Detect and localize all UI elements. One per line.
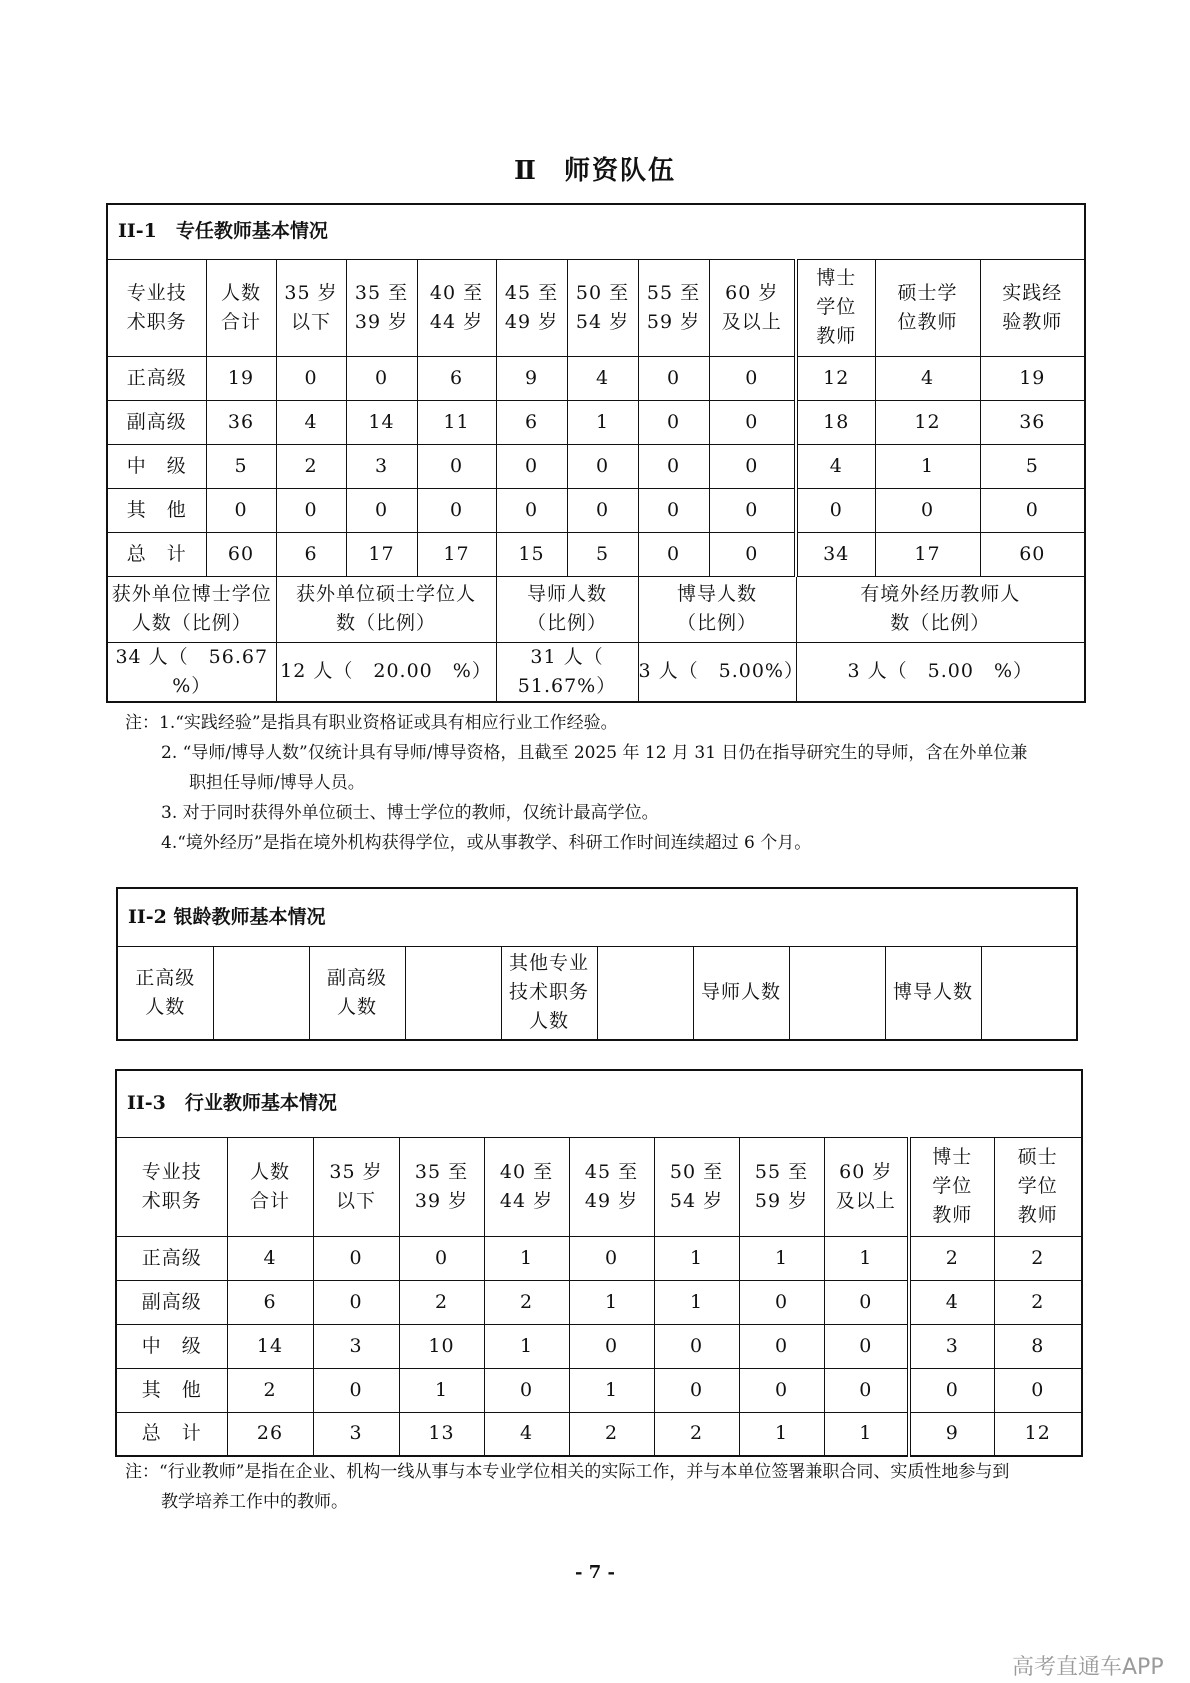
- table-cell: 12: [994, 1412, 1082, 1456]
- table-cell: 0: [654, 1368, 739, 1412]
- row-header: 副高级: [116, 1280, 227, 1324]
- table-cell: 1: [739, 1412, 824, 1456]
- column-header: [484, 1137, 569, 1236]
- table-cell: 0: [567, 444, 638, 488]
- table-cell: 0: [824, 1368, 909, 1412]
- table-cell: 18: [796, 400, 875, 444]
- table-cell: 26: [227, 1412, 313, 1456]
- table-cell: 1: [875, 444, 980, 488]
- cell-text: 术职务: [126, 310, 187, 333]
- table-cell: 0: [638, 356, 709, 400]
- table-cell: 0: [739, 1324, 824, 1368]
- cell-text: 人数: [145, 995, 186, 1018]
- cell-text: 学位: [1017, 1175, 1058, 1197]
- table-cell: 2: [654, 1412, 739, 1456]
- cell-text: 35 至: [414, 1160, 469, 1183]
- cell-text: 数（比例）: [890, 612, 991, 634]
- column-header: [417, 259, 496, 356]
- column-header: [980, 259, 1085, 356]
- column-header: [313, 1137, 399, 1236]
- table-cell: 14: [227, 1324, 313, 1368]
- table-cell: 6: [417, 356, 496, 400]
- column-header: [567, 259, 638, 356]
- cell-text: 39 岁: [414, 1189, 469, 1212]
- cell-text: 59 岁: [646, 310, 701, 333]
- table-cell: 0: [824, 1280, 909, 1324]
- table-cell: 5: [567, 532, 638, 576]
- cell-text: 及以上: [835, 1189, 896, 1212]
- table-row: [107, 356, 1085, 400]
- cell-text: 35 岁: [284, 281, 338, 304]
- table-row: [116, 1280, 1082, 1324]
- note-line: 4.“境外经历”是指在境外机构获得学位，或从事教学、科研工作时间连续超过 6 个月。: [161, 833, 812, 853]
- column-header: [206, 259, 276, 356]
- cell-text: （比例）: [526, 612, 607, 634]
- cell-text: 博士: [816, 267, 857, 289]
- field-label: [693, 946, 789, 1040]
- cell-text: 人数（比例）: [131, 612, 252, 634]
- cell-text: 40 至: [499, 1160, 554, 1183]
- table-cell: 0: [654, 1324, 739, 1368]
- table-cell: 0: [313, 1368, 399, 1412]
- table-cell: 9: [909, 1412, 994, 1456]
- note-line: 职担任导师/博导人员。: [189, 773, 365, 793]
- table-cell: 1: [399, 1368, 484, 1412]
- cell-text: 博导人数: [892, 981, 973, 1004]
- cell-text: 有境外经历教师人: [860, 583, 1021, 605]
- cell-text: 44 岁: [429, 310, 484, 333]
- table-cell: 1: [654, 1280, 739, 1324]
- table-cell: 14: [346, 400, 417, 444]
- cell-text: 教师: [932, 1204, 973, 1226]
- column-header: [909, 1137, 994, 1236]
- table-cell: 0: [796, 488, 875, 532]
- column-header: [107, 259, 206, 356]
- table-cell: 2: [399, 1280, 484, 1324]
- table-cell: 3: [909, 1324, 994, 1368]
- table-cell: 0: [980, 488, 1085, 532]
- cell-text: 获外单位博士学位: [111, 583, 272, 605]
- column-header: [276, 259, 346, 356]
- table-cell: 6: [496, 400, 567, 444]
- table-cell: 1: [484, 1324, 569, 1368]
- cell-text: 以下: [290, 310, 331, 333]
- table-cell: 2: [994, 1280, 1082, 1324]
- table-cell: 17: [346, 532, 417, 576]
- cell-text: 学位: [932, 1175, 973, 1197]
- table-cell: 36: [206, 400, 276, 444]
- field-label: [309, 946, 405, 1040]
- notes-table-1: [125, 708, 1085, 858]
- cell-text: 技术职务: [508, 981, 589, 1004]
- row-header: 其 他: [107, 488, 206, 532]
- table-cell: 0: [739, 1280, 824, 1324]
- field-value: [597, 946, 693, 1040]
- row-header: 总 计: [116, 1412, 227, 1456]
- field-value: [981, 946, 1077, 1040]
- ratio-header: [796, 576, 1085, 642]
- page-title: [0, 150, 1190, 187]
- column-header: [399, 1137, 484, 1236]
- note-line: 注：1.“实践经验”是指具有职业资格证或具有相应行业工作经验。: [125, 713, 618, 733]
- table-cell: 60: [980, 532, 1085, 576]
- watermark: 高考直通车APP: [1012, 1655, 1164, 1680]
- field-value: [789, 946, 885, 1040]
- table-cell: 0: [417, 444, 496, 488]
- cell-text: 博士: [932, 1146, 973, 1168]
- cell-text: 39 岁: [354, 310, 409, 333]
- field-value: [405, 946, 501, 1040]
- table-cell: 1: [569, 1280, 654, 1324]
- table-cell: 3: [313, 1412, 399, 1456]
- cell-text: 55 至: [646, 281, 701, 304]
- table-cell: 4: [796, 444, 875, 488]
- table-cell: 4: [276, 400, 346, 444]
- column-header: [994, 1137, 1082, 1236]
- table-cell: 2: [994, 1236, 1082, 1280]
- column-header: [116, 1137, 227, 1236]
- table-row: [116, 1236, 1082, 1280]
- table-cell: 3: [346, 444, 417, 488]
- table-cell: 10: [399, 1324, 484, 1368]
- cell-text: 35 岁: [329, 1160, 383, 1183]
- table-cell: 11: [417, 400, 496, 444]
- table-cell: 2: [909, 1236, 994, 1280]
- ratio-value: 31 人（ 51.67%）: [496, 642, 638, 702]
- ratio-header: [107, 576, 276, 642]
- column-header: [796, 259, 875, 356]
- table-cell: 0: [875, 488, 980, 532]
- column-header: [824, 1137, 909, 1236]
- table-cell: 6: [227, 1280, 313, 1324]
- table-caption: II-3 行业教师基本情况: [116, 1070, 1082, 1137]
- cell-text: 数（比例）: [335, 612, 436, 634]
- table-cell: 3: [313, 1324, 399, 1368]
- cell-text: 45 至: [584, 1160, 639, 1183]
- ratio-header: [496, 576, 638, 642]
- ratio-header: [638, 576, 796, 642]
- cell-text: 54 岁: [669, 1189, 724, 1212]
- table-cell: 2: [484, 1280, 569, 1324]
- table-cell: 1: [654, 1236, 739, 1280]
- cell-text: 合计: [220, 310, 261, 333]
- cell-text: 实践经: [1002, 281, 1063, 304]
- cell-text: 获外单位硕士学位人: [295, 583, 476, 605]
- column-header: [569, 1137, 654, 1236]
- table-cell: 0: [638, 532, 709, 576]
- table-cell: 0: [739, 1368, 824, 1412]
- table-cell: 0: [206, 488, 276, 532]
- table-cell: 4: [567, 356, 638, 400]
- column-header: [227, 1137, 313, 1236]
- column-header: [739, 1137, 824, 1236]
- row-header: 中 级: [107, 444, 206, 488]
- cell-text: 其他专业: [508, 952, 589, 975]
- table-cell: 6: [276, 532, 346, 576]
- table-row: [107, 532, 1085, 576]
- field-label: [885, 946, 981, 1040]
- table-cell: 17: [875, 532, 980, 576]
- table-cell: 0: [709, 532, 796, 576]
- column-header: [875, 259, 980, 356]
- table-caption: II-2 银龄教师基本情况: [117, 888, 1077, 946]
- cell-text: 44 岁: [499, 1189, 554, 1212]
- table-cell: 12: [875, 400, 980, 444]
- cell-text: 硕士学: [897, 281, 958, 304]
- table-cell: 4: [484, 1412, 569, 1456]
- cell-text: 50 至: [669, 1160, 724, 1183]
- field-label: [501, 946, 597, 1040]
- cell-text: 人数: [220, 281, 261, 304]
- table-row: [116, 1412, 1082, 1456]
- table-row: [107, 444, 1085, 488]
- table-cell: 0: [567, 488, 638, 532]
- table-cell: 0: [709, 356, 796, 400]
- column-header: [654, 1137, 739, 1236]
- cell-text: 专业技: [126, 281, 187, 304]
- table-cell: 1: [824, 1236, 909, 1280]
- table-cell: 0: [709, 488, 796, 532]
- field-label: [117, 946, 213, 1040]
- note-line: 2. “导师/博导人数”仅统计具有导师/博导资格，且截至 2025 年 12 月 31 日仍在指导研究生的导师，含在外单位兼: [161, 743, 1028, 763]
- row-header: 副高级: [107, 400, 206, 444]
- table-cell: 0: [346, 488, 417, 532]
- cell-text: 及以上: [721, 310, 782, 333]
- ratio-value: 3 人（ 5.00 %）: [796, 642, 1085, 702]
- cell-text: 合计: [249, 1189, 290, 1212]
- table-cell: 0: [496, 488, 567, 532]
- table-cell: 5: [980, 444, 1085, 488]
- table-cell: 0: [417, 488, 496, 532]
- table-cell: 36: [980, 400, 1085, 444]
- cell-text: 教师: [1017, 1204, 1058, 1226]
- column-header: [638, 259, 709, 356]
- note-line: 教学培养工作中的教师。: [161, 1492, 348, 1512]
- table-cell: 1: [569, 1368, 654, 1412]
- cell-text: 正高级: [135, 966, 196, 989]
- table-cell: 19: [980, 356, 1085, 400]
- column-header: [709, 259, 796, 356]
- table-cell: 0: [496, 444, 567, 488]
- table-cell: 1: [739, 1236, 824, 1280]
- cell-text: （比例）: [676, 612, 757, 634]
- cell-text: 位教师: [897, 310, 958, 333]
- row-header: 中 级: [116, 1324, 227, 1368]
- table-row: [116, 1324, 1082, 1368]
- table-cell: 4: [875, 356, 980, 400]
- table-cell: 0: [313, 1236, 399, 1280]
- cell-text: 54 岁: [575, 310, 630, 333]
- cell-text: 人数: [336, 995, 377, 1018]
- table-cell: 1: [567, 400, 638, 444]
- table-cell: 15: [496, 532, 567, 576]
- table-cell: 4: [227, 1236, 313, 1280]
- cell-text: 人数: [528, 1010, 569, 1033]
- cell-text: 45 至: [504, 281, 559, 304]
- table-cell: 0: [569, 1236, 654, 1280]
- cell-text: 导师人数: [526, 583, 607, 605]
- cell-text: 教师: [816, 325, 857, 347]
- table-cell: 0: [709, 444, 796, 488]
- page-number: - 7 -: [575, 1562, 615, 1583]
- table-cell: 0: [909, 1368, 994, 1412]
- ratio-header: [276, 576, 496, 642]
- note-line: 注：“行业教师”是指在企业、机构一线从事与本专业学位相关的实际工作，并与本单位签署兼职合同、实质性地参与到: [125, 1462, 1010, 1482]
- cell-text: 学位: [816, 296, 857, 318]
- table-row: [116, 1368, 1082, 1412]
- row-header: 总 计: [107, 532, 206, 576]
- table-row: [107, 488, 1085, 532]
- cell-text: 49 岁: [504, 310, 559, 333]
- note-line: 3. 对于同时获得外单位硕士、博士学位的教师，仅统计最高学位。: [161, 803, 659, 823]
- table-cell: 34: [796, 532, 875, 576]
- table-cell: 0: [313, 1280, 399, 1324]
- table-full-time-teachers: [106, 203, 1086, 703]
- cell-text: 55 至: [754, 1160, 809, 1183]
- cell-text: 40 至: [429, 281, 484, 304]
- field-value: [213, 946, 309, 1040]
- cell-text: 副高级: [326, 966, 387, 989]
- column-header: [346, 259, 417, 356]
- table-cell: 0: [824, 1324, 909, 1368]
- cell-text: 验教师: [1002, 310, 1063, 333]
- table-cell: 13: [399, 1412, 484, 1456]
- table-cell: 0: [276, 356, 346, 400]
- table-cell: 0: [569, 1324, 654, 1368]
- cell-text: 60 岁: [839, 1160, 893, 1183]
- table-cell: 0: [638, 488, 709, 532]
- table-cell: 0: [638, 400, 709, 444]
- table-cell: 12: [796, 356, 875, 400]
- table-cell: 9: [496, 356, 567, 400]
- cell-text: 59 岁: [754, 1189, 809, 1212]
- cell-text: 专业技: [141, 1160, 202, 1183]
- ratio-value: 3 人（ 5.00%）: [638, 642, 796, 702]
- table-cell: 0: [346, 356, 417, 400]
- table-cell: 0: [484, 1368, 569, 1412]
- table-cell: 19: [206, 356, 276, 400]
- ratio-value: 34 人（ 56.67 %）: [107, 642, 276, 702]
- cell-text: 导师人数: [700, 981, 781, 1004]
- row-header: 正高级: [116, 1236, 227, 1280]
- table-cell: 5: [206, 444, 276, 488]
- row-header: 其 他: [116, 1368, 227, 1412]
- table-cell: 8: [994, 1324, 1082, 1368]
- table-cell: 60: [206, 532, 276, 576]
- cell-text: 博导人数: [676, 583, 757, 605]
- table-cell: 0: [399, 1236, 484, 1280]
- table-cell: 2: [276, 444, 346, 488]
- section-title: 师资队伍: [563, 156, 676, 186]
- table-cell: 2: [227, 1368, 313, 1412]
- table-cell: 0: [709, 400, 796, 444]
- table-industry-teachers: [115, 1069, 1083, 1457]
- table-cell: 0: [276, 488, 346, 532]
- table-cell: 0: [994, 1368, 1082, 1412]
- ratio-value: 12 人（ 20.00 %）: [276, 642, 496, 702]
- cell-text: 35 至: [354, 281, 409, 304]
- cell-text: 60 岁: [725, 281, 779, 304]
- cell-text: 人数: [249, 1160, 290, 1183]
- table-cell: 2: [569, 1412, 654, 1456]
- table-cell: 1: [484, 1236, 569, 1280]
- cell-text: 50 至: [575, 281, 630, 304]
- table-cell: 1: [824, 1412, 909, 1456]
- table-cell: 17: [417, 532, 496, 576]
- notes-table-3: [125, 1457, 1085, 1517]
- cell-text: 术职务: [141, 1189, 202, 1212]
- table-senior-teachers: [116, 887, 1078, 1041]
- cell-text: 49 岁: [584, 1189, 639, 1212]
- cell-text: 硕士: [1017, 1146, 1058, 1168]
- section-number: Ⅱ: [514, 156, 538, 186]
- cell-text: 以下: [335, 1189, 376, 1212]
- table-row: [107, 400, 1085, 444]
- table-caption: II-1 专任教师基本情况: [107, 204, 1085, 259]
- table-cell: 4: [909, 1280, 994, 1324]
- table-cell: 0: [638, 444, 709, 488]
- column-header: [496, 259, 567, 356]
- row-header: 正高级: [107, 356, 206, 400]
